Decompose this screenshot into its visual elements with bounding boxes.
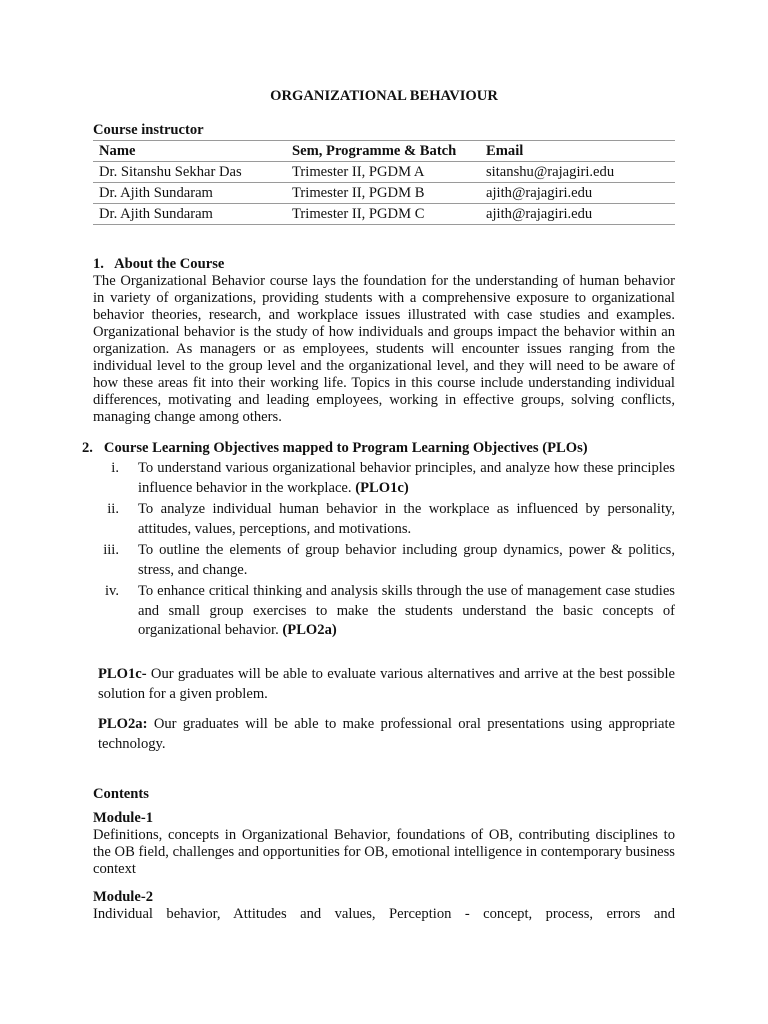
module-2-title: Module-2 — [93, 889, 153, 905]
table-row — [93, 183, 675, 204]
list-item — [93, 582, 675, 641]
table-cell: sitanshu@rajagiri.edu — [480, 162, 675, 183]
plo1c-label: PLO1c- — [98, 666, 147, 682]
table-cell: Dr. Sitanshu Sekhar Das — [93, 162, 286, 183]
contents-heading: Contents — [93, 786, 149, 802]
list-item-text: To understand various organizational behavior principles, and analyze how these principles influence behavior in the workplace. — [138, 460, 675, 496]
table-header-row — [93, 141, 675, 162]
list-item — [93, 500, 675, 539]
list-item-text: To outline the elements of group behavior including group dynamics, power & politics, stress, and change. — [138, 542, 675, 578]
table-cell: Dr. Ajith Sundaram — [93, 183, 286, 204]
table-cell: Dr. Ajith Sundaram — [93, 204, 286, 225]
list-item — [93, 541, 675, 580]
module-1-title: Module-1 — [93, 810, 153, 826]
plo-tag: (PLO1c) — [355, 479, 409, 496]
table-header-cell: Name — [93, 141, 286, 162]
objectives-number: 2. — [82, 440, 93, 456]
plo2a-definition — [98, 714, 675, 754]
table-header-cell: Sem, Programme & Batch — [286, 141, 480, 162]
plo2a-label: PLO2a: — [98, 716, 148, 732]
course-instructor-label: Course instructor — [93, 122, 204, 138]
plo-tag: (PLO2a) — [282, 622, 337, 638]
objectives-heading — [82, 440, 588, 457]
module-2-text: Individual behavior, Attitudes and values, Perception - concept, process, errors and — [93, 906, 675, 922]
objectives-list — [93, 459, 675, 643]
about-heading-text: About the Course — [114, 256, 225, 272]
table-cell: Trimester II, PGDM A — [286, 162, 480, 183]
list-item-text: To enhance critical thinking and analysis skills through the use of management case studies and small group exercises to make the students understand the basic concepts of organizational behavior. — [138, 583, 675, 638]
table-cell: ajith@rajagiri.edu — [480, 183, 675, 204]
plo1c-definition — [98, 664, 675, 704]
plo1c-text: Our graduates will be able to evaluate various alternatives and arrive at the best possible solution for a given problem. — [98, 666, 675, 702]
table-cell: Trimester II, PGDM B — [286, 183, 480, 204]
table-header-cell: Email — [480, 141, 675, 162]
table-cell: Trimester II, PGDM C — [286, 204, 480, 225]
list-item-number: iii. — [103, 542, 119, 558]
list-item-text: To analyze individual human behavior in the workplace as influenced by personality, attitudes, values, perceptions, and motivations. — [138, 501, 675, 537]
table-row — [93, 204, 675, 225]
list-item-number: ii. — [107, 501, 119, 517]
objectives-heading-text: Course Learning Objectives mapped to Program Learning Objectives (PLOs) — [103, 440, 588, 456]
table-cell: ajith@rajagiri.edu — [480, 204, 675, 225]
list-item-number: iv. — [104, 583, 119, 599]
instructor-table — [93, 140, 675, 225]
plo2a-text: Our graduates will be able to make professional oral presentations using appropriate technology. — [98, 716, 675, 752]
document-title: ORGANIZATIONAL BEHAVIOUR — [270, 88, 498, 104]
list-item-number: i. — [111, 460, 119, 476]
about-paragraph: The Organizational Behavior course lays the foundation for the understanding of human behavior in variety of organizations, providing students with a comprehensive exposure to organizational behavior theories, research, and workplace issues illustrated with case studies and examples. Organizational behavior is the study of how individuals and groups impact the behavior within an organization. As managers or as employees, students will encounter issues ranging from the individual level to the group level and the organizational level, and they will need to be aware of how these areas fit into their working life. Topics in this course include understanding individual differences, motivating and leading employees, working in effective groups, solving conflicts, managing change among others. — [93, 273, 675, 425]
list-item — [93, 459, 675, 498]
module-1-text: Definitions, concepts in Organizational Behavior, foundations of OB, contributing disciplines to the OB field, challenges and opportunities for OB, emotional intelligence in contemporary business context — [93, 827, 675, 877]
table-row — [93, 162, 675, 183]
about-number: 1. — [93, 256, 104, 272]
about-heading — [93, 256, 224, 273]
